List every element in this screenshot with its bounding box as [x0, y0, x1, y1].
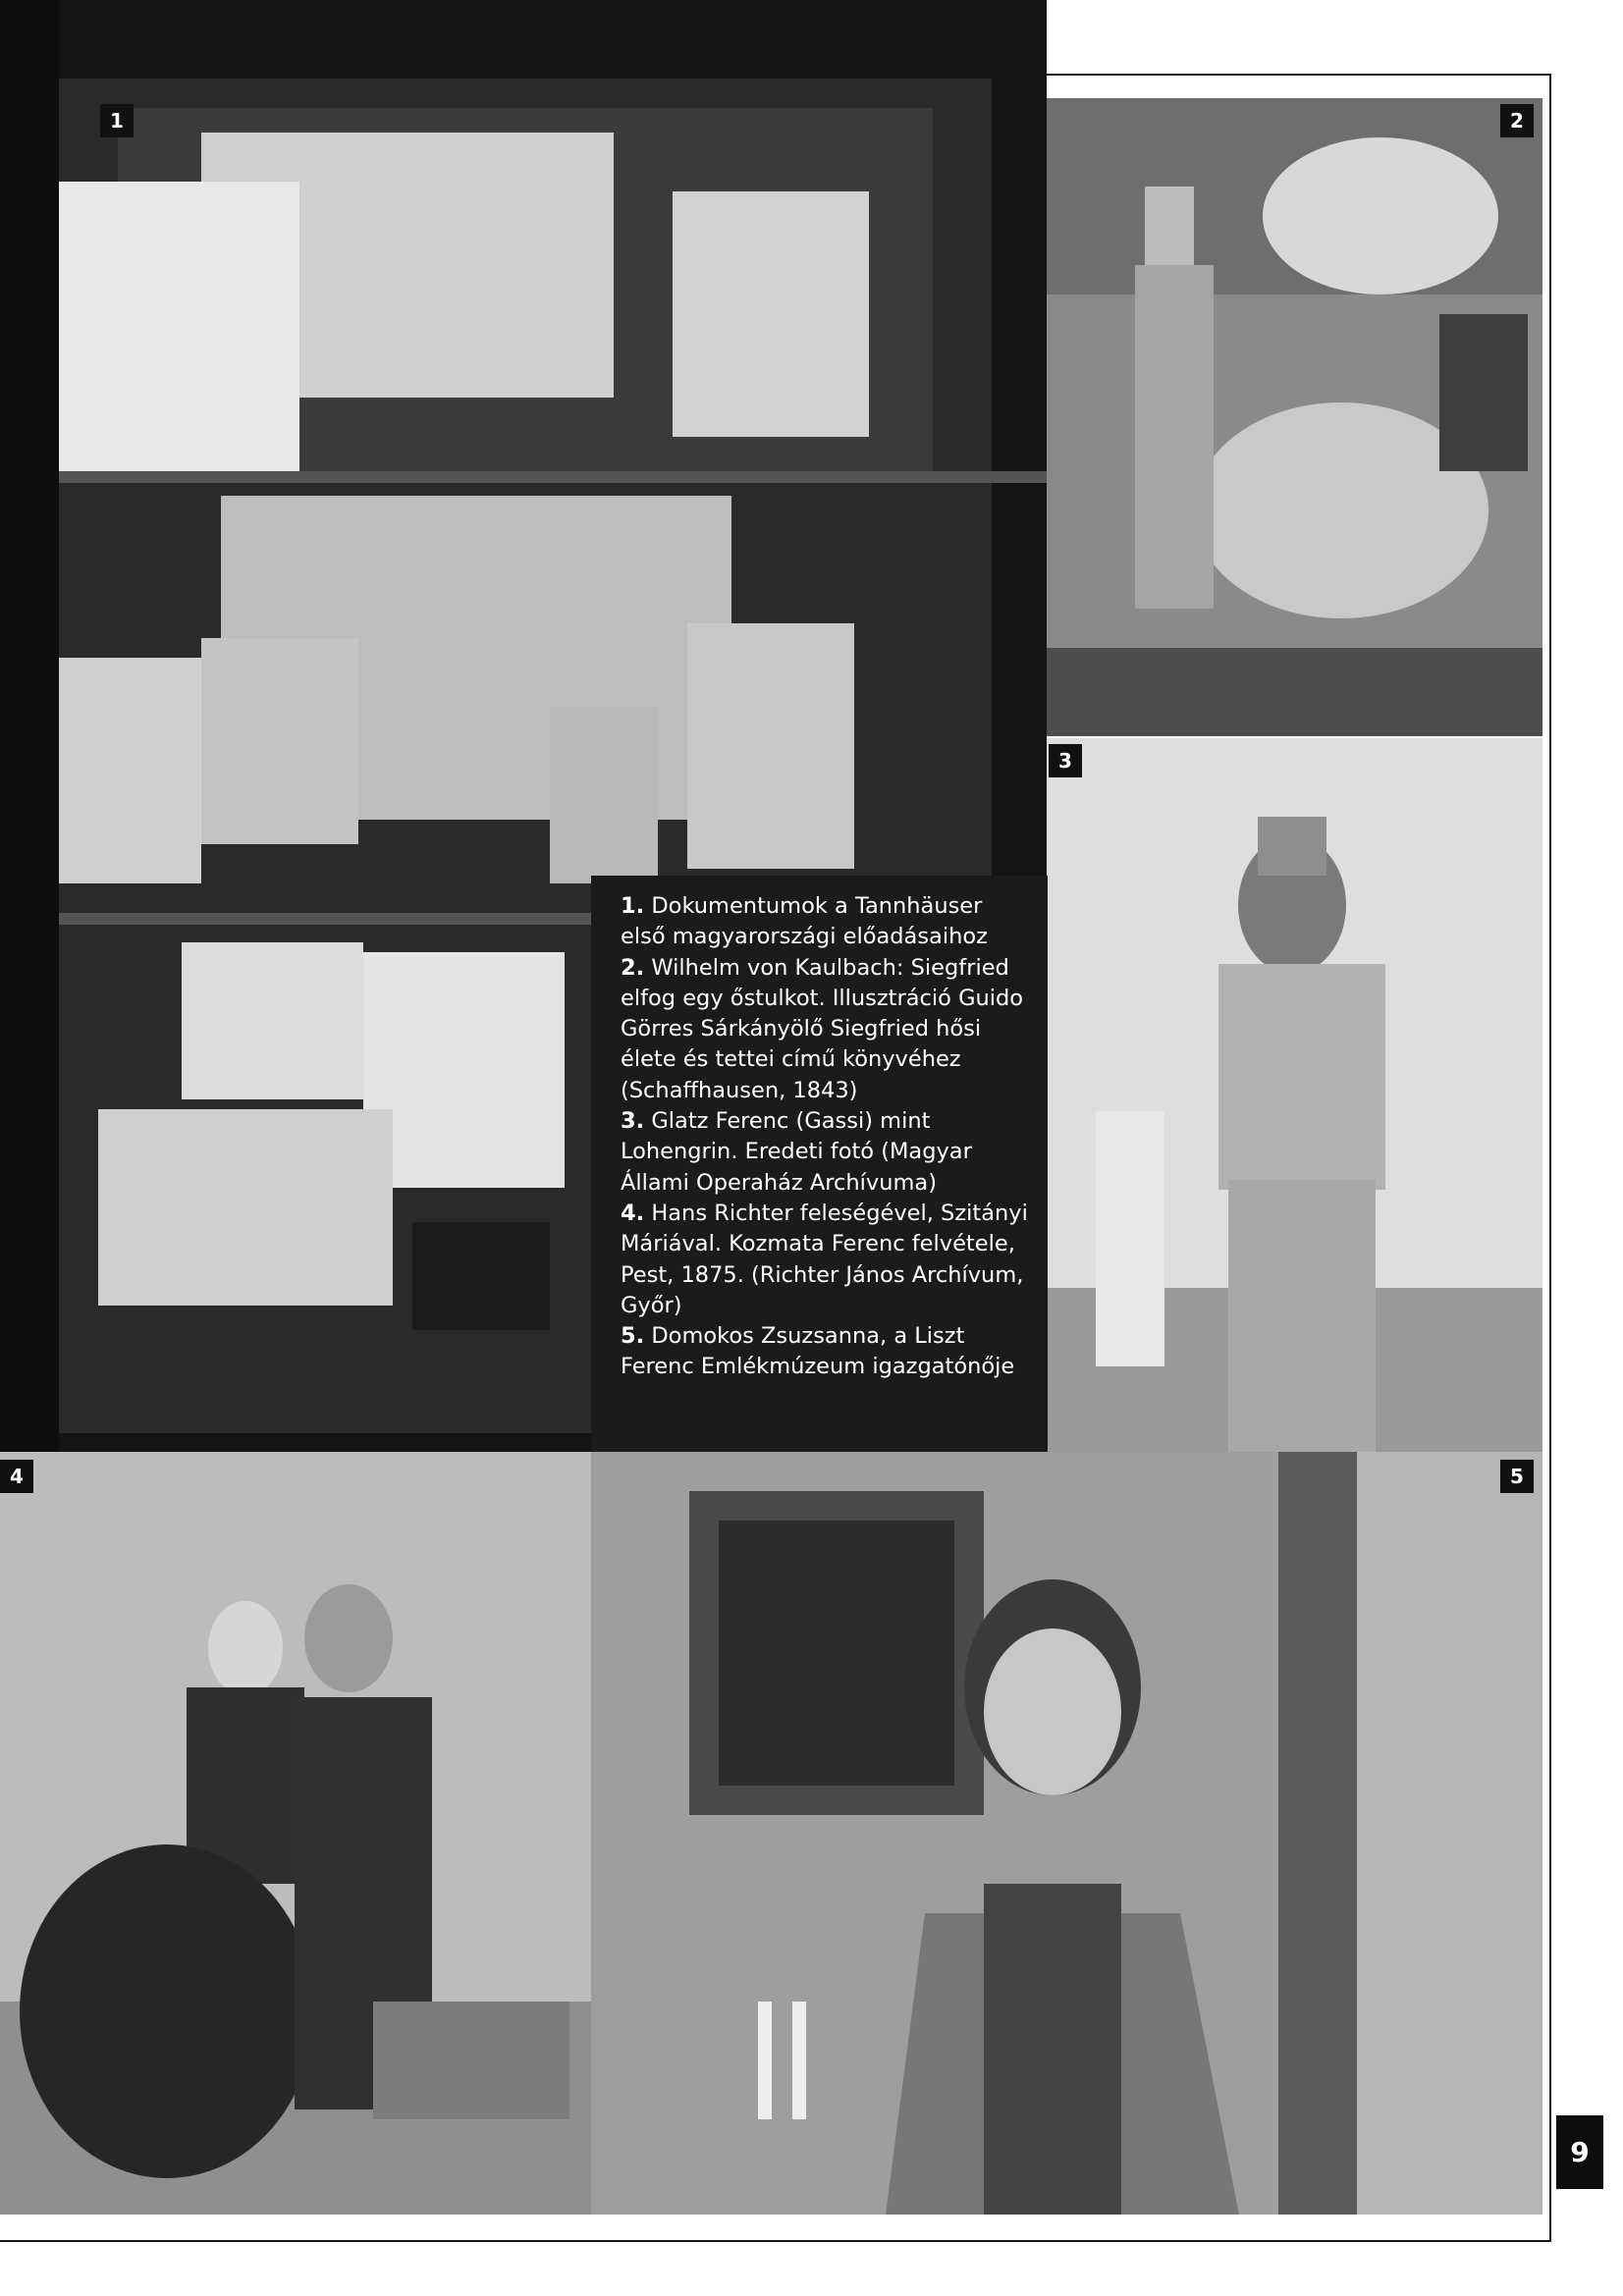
photo-woman — [591, 1452, 1542, 2215]
caption-item: 5. Domokos Zsuzsanna, a Liszt Ferenc Emlékmúzeum igazgatónője — [621, 1323, 1015, 1380]
photo-3-badge: 3 — [1049, 744, 1082, 777]
caption-item: 2. Wilhelm von Kaulbach: Siegfried elfog egy őstulkot. Illusztráció Guido Görres Sárkányölő Siegfried hősi élete és tettei című könyvéhez (Schaffhausen, 1843) — [621, 954, 1024, 1103]
caption-block — [591, 876, 1048, 1452]
caption-item: 3. Glatz Ferenc (Gassi) mint Lohengrin. Eredeti fotó (Magyar Állami Operaház Archívuma) — [621, 1108, 972, 1196]
couple-portrait-photo — [0, 1452, 591, 2215]
photo-lohengrin — [1047, 738, 1542, 1452]
photo-2-badge: 2 — [1500, 104, 1534, 137]
page-number: 9 — [1556, 2115, 1603, 2189]
photo-1-badge: 1 — [100, 104, 134, 137]
photo-couple — [0, 1452, 591, 2215]
siegfried-engraving-illustration — [1047, 98, 1542, 736]
photo-5-badge: 5 — [1500, 1460, 1534, 1493]
caption-item: 4. Hans Richter feleségével, Szitányi Máriával. Kozmata Ferenc felvétele, Pest, 1875. (Richter János Archívum, Győr) — [621, 1200, 1028, 1318]
lohengrin-knight-photo — [1047, 738, 1542, 1452]
photo-siegfried-engraving — [1047, 98, 1542, 736]
photo-4-badge: 4 — [0, 1460, 33, 1493]
woman-portrait-photo — [591, 1452, 1542, 2215]
caption-item: 1. Dokumentumok a Tannhäuser első magyarországi előadásaihoz — [621, 893, 988, 950]
